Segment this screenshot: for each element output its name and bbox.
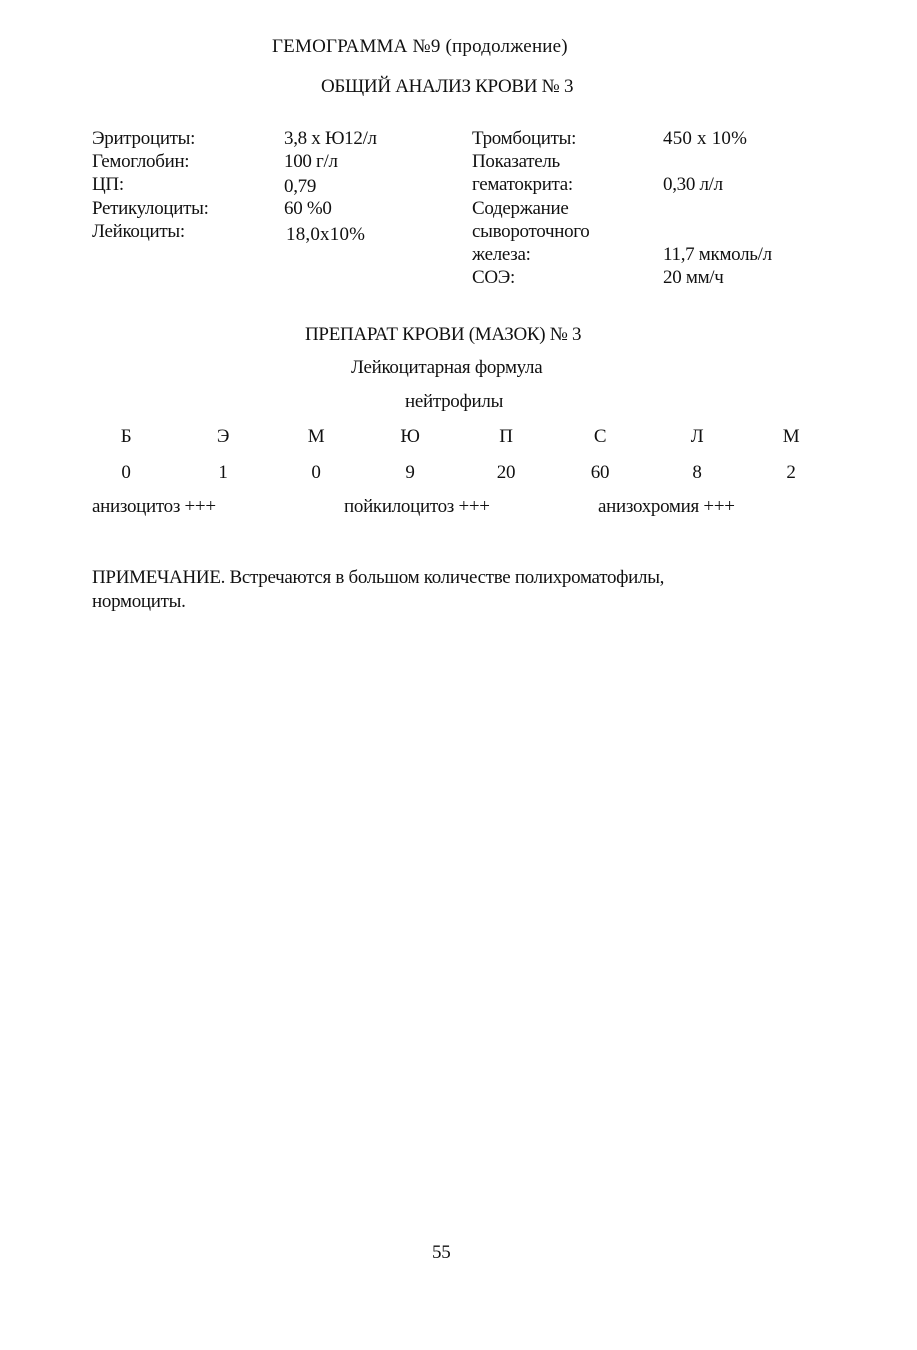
page-number: 55 [432, 1242, 451, 1263]
formula-header-segmented: С [593, 426, 607, 447]
page-title: ГЕМОГРАММА №9 (продолжение) [272, 36, 568, 57]
erythrocytes-label: Эритроциты: [92, 128, 196, 149]
formula-value-lymphocytes: 8 [692, 462, 702, 483]
platelets-value: 450 х 10% [663, 128, 748, 149]
note-line-1: ПРИМЕЧАНИЕ. Встречаются в большом количестве полихроматофилы, [92, 567, 665, 588]
esr-value: 20 мм/ч [663, 267, 724, 288]
hemoglobin-value: 100 г/л [284, 151, 338, 172]
leukocytes-label: Лейкоциты: [92, 221, 185, 242]
serum-iron-value: 11,7 мкмоль/л [663, 244, 772, 265]
note-line-2: нормоциты. [92, 591, 186, 612]
platelets-label: Тромбоциты: [472, 128, 577, 149]
serum-iron-label-line3: железа: [472, 244, 531, 265]
formula-value-eosinophils: 1 [218, 462, 228, 483]
color-index-value: 0,79 [284, 176, 317, 197]
formula-value-basophils: 0 [121, 462, 131, 483]
formula-header-myelocytes: М [307, 426, 325, 447]
formula-value-monocytes: 2 [786, 462, 796, 483]
formula-value-metamyelocytes: 9 [405, 462, 415, 483]
morphology-poikilocytosis: пойкилоцитоз +++ [344, 496, 490, 517]
section-title-blood-test: ОБЩИЙ АНАЛИЗ КРОВИ № 3 [321, 76, 574, 97]
section-title-smear: ПРЕПАРАТ КРОВИ (МАЗОК) № 3 [305, 324, 582, 345]
color-index-label: ЦП: [92, 174, 124, 195]
formula-value-segmented: 60 [590, 462, 610, 483]
leukocytes-value: 18,0х10% [286, 224, 366, 245]
hematocrit-label-line2: гематокрита: [472, 174, 573, 195]
reticulocytes-label: Ретикулоциты: [92, 198, 209, 219]
hematocrit-value: 0,30 л/л [663, 174, 723, 195]
formula-header-monocytes: М [782, 426, 800, 447]
formula-value-myelocytes: 0 [311, 462, 321, 483]
formula-value-band: 20 [496, 462, 516, 483]
erythrocytes-value: 3,8 х Ю12/л [284, 128, 377, 149]
reticulocytes-value: 60 %0 [284, 198, 332, 219]
serum-iron-label-line1: Содержание [472, 198, 569, 219]
serum-iron-label-line2: сывороточного [472, 221, 590, 242]
leukocyte-formula-title: Лейкоцитарная формула [351, 357, 543, 378]
morphology-anisocytosis: анизоцитоз +++ [92, 496, 216, 517]
formula-header-basophils: Б [120, 426, 132, 447]
hemoglobin-label: Гемоглобин: [92, 151, 190, 172]
neutrophils-label: нейтрофилы [405, 391, 504, 412]
hematocrit-label-line1: Показатель [472, 151, 560, 172]
formula-header-lymphocytes: Л [690, 426, 704, 447]
esr-label: СОЭ: [472, 267, 516, 288]
formula-header-eosinophils: Э [216, 426, 230, 447]
morphology-anisochromia: анизохромия +++ [598, 496, 735, 517]
formula-header-band: П [499, 426, 513, 447]
formula-header-metamyelocytes: Ю [400, 426, 420, 447]
